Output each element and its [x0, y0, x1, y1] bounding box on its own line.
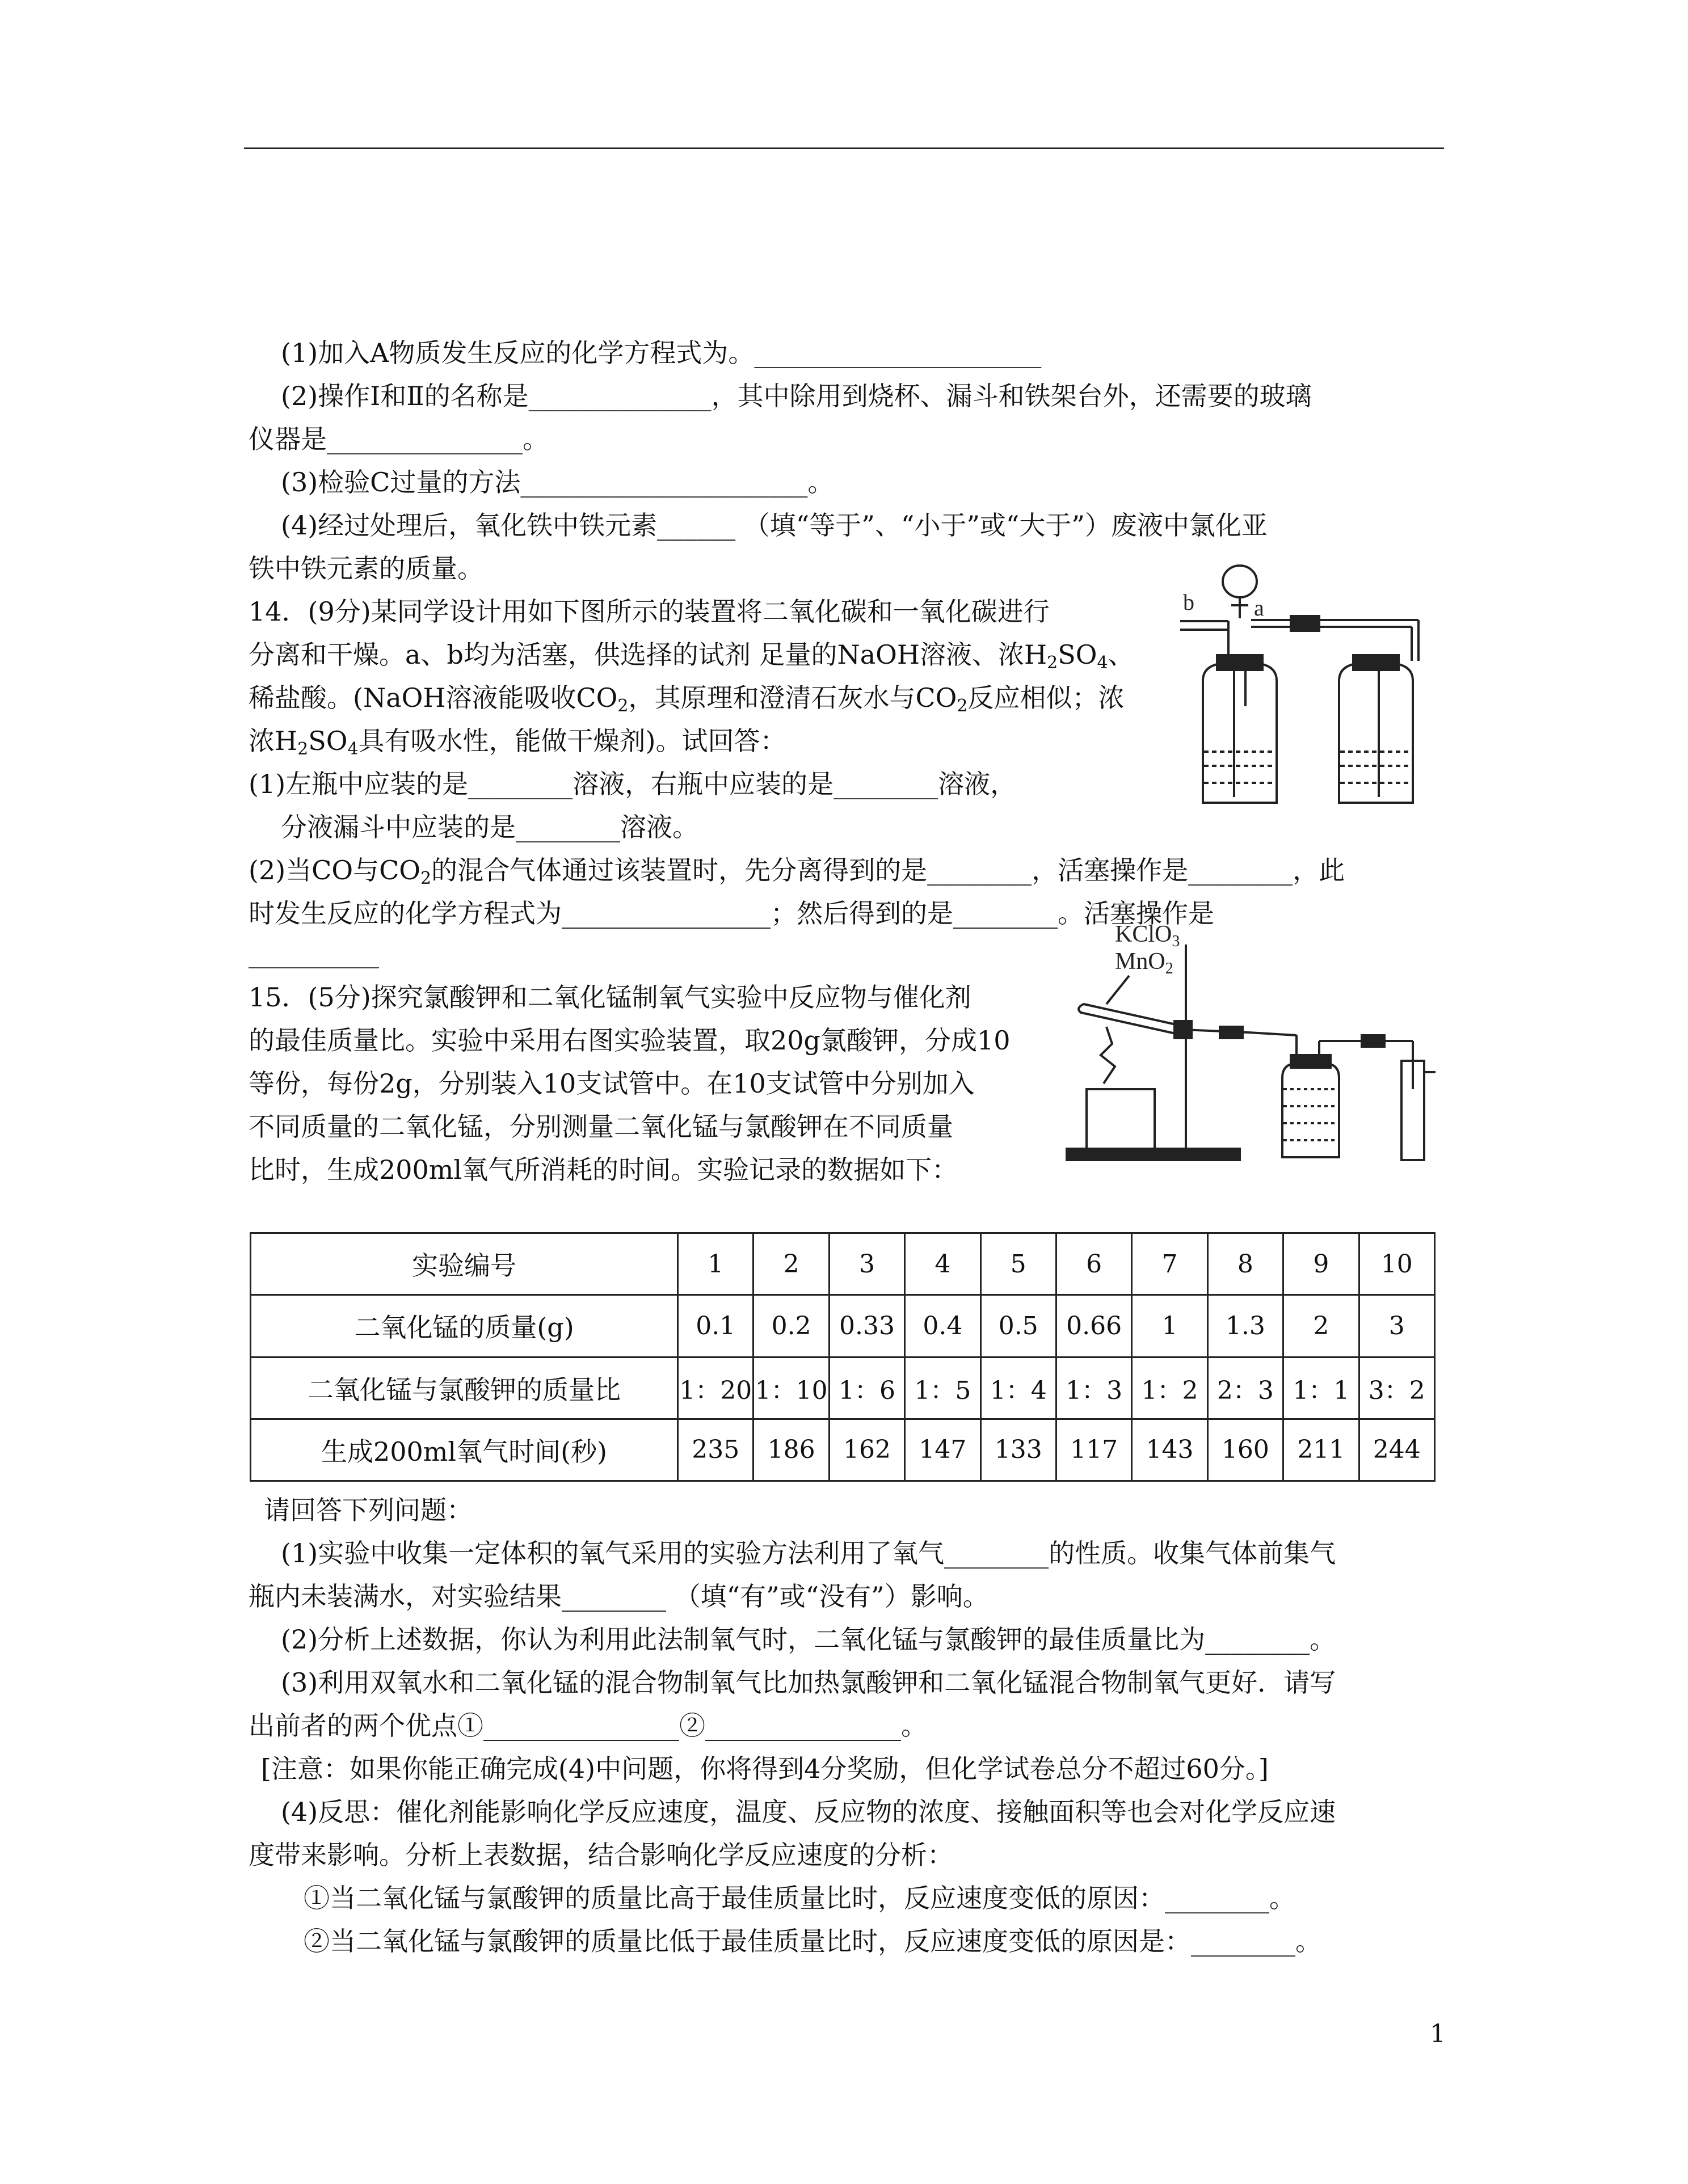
table-cell: 186 [754, 1419, 829, 1481]
subscript-2: 2 [617, 696, 629, 716]
q14-line3-a: 稀盐酸。(NaOH溶液能吸收CO [249, 682, 618, 713]
table-row [251, 1419, 1435, 1481]
table-cell: 1：6 [829, 1357, 904, 1419]
table-cell: 143 [1132, 1419, 1207, 1481]
table-cell: 7 [1132, 1233, 1207, 1295]
table-cell: 0.5 [980, 1295, 1056, 1357]
table-cell: 4 [905, 1233, 980, 1295]
table-cell: 5 [980, 1233, 1056, 1295]
q14-line3 [249, 681, 1124, 715]
table-cell: 9 [1283, 1233, 1359, 1295]
table-cell: 0.1 [678, 1295, 754, 1357]
q14-part2-b: 的混合气体通过该装置时，先分离得到的是________，活塞操作是________，此 [431, 855, 1345, 886]
table-cell: 117 [1056, 1419, 1131, 1481]
q14-part2-a: (2)当CO与CO [249, 855, 420, 886]
table-cell: 1：1 [1283, 1357, 1359, 1419]
subscript-2: 2 [420, 868, 432, 888]
q14-part1: (1)左瓶中应装的是________溶液，右瓶中应装的是________溶液， [249, 769, 1017, 799]
q14-part2 [249, 853, 1345, 887]
row-header: 二氧化锰与氯酸钾的质量比 [251, 1357, 678, 1419]
table-cell: 211 [1283, 1419, 1359, 1481]
kclo3-label: KClO [1115, 921, 1172, 947]
answer-prompt: 请回答下列问题： [264, 1495, 473, 1525]
q14-line2 [249, 638, 1134, 672]
q13-part2: (2)操作I和Ⅱ的名称是______________，其中除用到烧杯、漏斗和铁架台外，还需要的玻璃 [281, 381, 1312, 411]
q15-line5: 比时，生成200ml氧气所消耗的时间。实验记录的数据如下： [249, 1154, 958, 1185]
q14-line4-c: 具有吸水性，能做干燥剂)。试回答： [358, 726, 786, 756]
q15-heading: 15．(5分)探究氯酸钾和二氧化锰制氧气实验中反应物与催化剂 [249, 982, 971, 1013]
experiment-data-table [250, 1232, 1436, 1482]
table-cell: 1 [678, 1233, 754, 1295]
subscript-2: 2 [1047, 653, 1058, 673]
table-cell: 1：20 [678, 1357, 754, 1419]
table-cell: 1：5 [905, 1357, 980, 1419]
subscript-2: 2 [957, 696, 968, 716]
table-cell: 1：10 [754, 1357, 829, 1419]
separation-apparatus-figure [1169, 559, 1464, 811]
svg-text:KClO3 [1115, 921, 1180, 950]
q15-line3: 等份，每份2g，分别装入10支试管中。在10支试管中分别加入 [249, 1068, 975, 1099]
table-cell: 10 [1359, 1233, 1434, 1295]
q15-part4-item1: ①当二氧化锰与氯酸钾的质量比高于最佳质量比时，反应速度变低的原因：________。 [304, 1883, 1295, 1913]
kclo3-subscript: 3 [1172, 933, 1180, 950]
q13-part4-cont: 铁中铁元素的质量。 [249, 553, 483, 584]
row-header: 生成200ml氧气时间(秒) [251, 1419, 678, 1481]
table-cell: 3 [829, 1233, 904, 1295]
table-cell: 160 [1207, 1419, 1283, 1481]
table-cell: 0.2 [754, 1295, 829, 1357]
table-cell: 2：3 [1207, 1357, 1283, 1419]
mno2-subscript: 2 [1165, 960, 1173, 977]
row-header: 二氧化锰的质量(g) [251, 1295, 678, 1357]
q14-part2-cont: 时发生反应的化学方程式为________________；然后得到的是________。活塞操作是 [249, 898, 1214, 929]
table-cell: 1：3 [1056, 1357, 1131, 1419]
q14-line4 [249, 724, 786, 758]
table-cell: 147 [905, 1419, 980, 1481]
valve-b-label: b [1183, 589, 1194, 615]
table-cell: 235 [678, 1419, 754, 1481]
table-cell: 1：4 [980, 1357, 1056, 1419]
q14-line2-a: 分离和干燥。a、b均为活塞，供选择的试剂 足量的NaOH溶液、浓H [249, 639, 1047, 670]
page-number: 1 [1430, 2019, 1446, 2048]
table-row [251, 1357, 1435, 1419]
table-cell: 8 [1207, 1233, 1283, 1295]
oxygen-generation-apparatus-figure [1061, 919, 1453, 1169]
table-row [251, 1295, 1435, 1357]
table-cell: 162 [829, 1419, 904, 1481]
table-cell: 2 [1283, 1295, 1359, 1357]
q14-line2-b: SO [1058, 639, 1097, 670]
valve-a-label: a [1254, 595, 1264, 621]
q14-line4-b: SO [308, 726, 348, 756]
q15-part1: (1)实验中收集一定体积的氧气采用的实验方法利用了氧气________的性质。收集气体前集气 [281, 1538, 1336, 1569]
table-cell: 0.4 [905, 1295, 980, 1357]
subscript-4: 4 [347, 739, 359, 759]
q15-part2: (2)分析上述数据，你认为利用此法制氧气时，二氧化锰与氯酸钾的最佳质量比为________。 [281, 1624, 1336, 1655]
table-cell: 1：2 [1132, 1357, 1207, 1419]
q14-line3-c: 反应相似；浓 [967, 682, 1125, 713]
q15-part4-item2: ②当二氧化锰与氯酸钾的质量比低于最佳质量比时，反应速度变低的原因是：________。 [304, 1926, 1321, 1957]
q13-part4: (4)经过处理后，氧化铁中铁元素______ （填“等于”、“小于”或“大于”）废液中氯化亚 [281, 510, 1268, 541]
table-cell: 1.3 [1207, 1295, 1283, 1357]
table-cell: 2 [754, 1233, 829, 1295]
table-cell: 1 [1132, 1295, 1207, 1357]
header-rule [244, 147, 1444, 149]
q15-line2: 的最佳质量比。实验中采用右图实验装置，取20g氯酸钾，分成10 [249, 1025, 1011, 1056]
table-cell: 244 [1359, 1419, 1434, 1481]
subscript-2: 2 [297, 739, 309, 759]
q14-heading: 14．(9分)某同学设计用如下图所示的装置将二氧化碳和一氧化碳进行 [249, 596, 1050, 627]
q15-part3-cont: 出前者的两个优点①_______________②_______________。 [249, 1710, 927, 1741]
q14-line2-c: 、 [1108, 639, 1134, 670]
table-cell: 6 [1056, 1233, 1131, 1295]
mno2-label: MnO [1115, 948, 1165, 975]
table-cell: 3 [1359, 1295, 1434, 1357]
subscript-4: 4 [1097, 653, 1108, 673]
q14-part2-blank: __________ [249, 938, 379, 968]
q15-part4: (4)反思：催化剂能影响化学反应速度，温度、反应物的浓度、接触面积等也会对化学反应速 [281, 1797, 1336, 1827]
q15-part1-cont: 瓶内未装满水，对实验结果________ （填“有”或“没有”）影响。 [249, 1581, 989, 1612]
q15-line4: 不同质量的二氧化锰，分别测量二氧化锰与氯酸钾在不同质量 [249, 1111, 953, 1142]
table-cell: 0.33 [829, 1295, 904, 1357]
q14-part1-cont: 分液漏斗中应装的是________溶液。 [281, 812, 698, 842]
svg-text:MnO2 [1115, 948, 1173, 977]
q13-part1: (1)加入A物质发生反应的化学方程式为。______________________ [281, 338, 1042, 368]
q13-part2-cont: 仪器是_______________。 [249, 424, 549, 454]
bonus-note: [注意：如果你能正确完成(4)中问题，你将得到4分奖励，但化学试卷总分不超过60分。] [261, 1753, 1269, 1784]
table-cell: 133 [980, 1419, 1056, 1481]
row-header: 实验编号 [251, 1233, 678, 1295]
q14-line3-b: ，其原理和澄清石灰水与CO [628, 682, 957, 713]
table-row [251, 1233, 1435, 1295]
table-cell: 3：2 [1359, 1357, 1434, 1419]
q14-line4-a: 浓H [249, 726, 298, 756]
q15-part3: (3)利用双氧水和二氧化锰的混合物制氧气比加热氯酸钾和二氧化锰混合物制氧气更好．请写 [281, 1667, 1336, 1698]
table-cell: 0.66 [1056, 1295, 1131, 1357]
q15-part4-cont: 度带来影响。分析上表数据，结合影响化学反应速度的分析： [249, 1840, 953, 1870]
q13-part3: (3)检验C过量的方法______________________。 [281, 467, 834, 497]
